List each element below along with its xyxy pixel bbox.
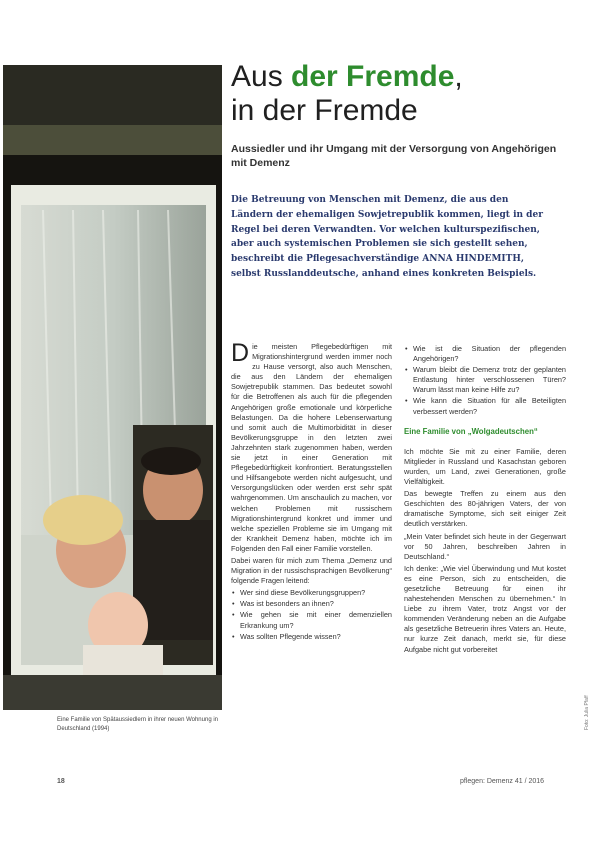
journal-footer: pflegen: Demenz 41 / 2016 — [460, 778, 545, 785]
photo-credit: Foto: Julia Pfaff — [584, 695, 590, 730]
question-item: • Wie kann die Situation für alle Beteiligten verbessert werden? — [404, 396, 566, 416]
text-column-left — [231, 339, 392, 646]
body-paragraph: Ich möchte Sie mit zu einer Familie, deren Mitglieder in Russland und Kasachstan geboren wurden, um Land, zwei Generationen, große Vielfältigkeit. — [404, 446, 566, 487]
body-paragraph: Ich denke: „Wie viel Überwindung und Mut kostet es eine Person, sich zu entscheiden, die gesetzliche Betreuung für einen ihr nahestehenden Menschen zu übernehmen.“ In Liebe zu ihrem Vater, trotz Angst vor der kommenden Veränderung neben an die Aufgabe als gesetzliche Betreuerin ihres Vaters an. Heute, nur kurze Zeit danach, merkt sie, für diese Aufgabe nicht gut vorbereitet — [404, 563, 566, 654]
intro-text: ie meisten Pflegebedürftigen mit Migrationshintergrund werden immer noch zu Hause versorgt, also auch Menschen, die aus den Ländern der ehemaligen Sowjetrepublik stammen. Das bedeutet sowohl für die Betroffenen als auch für die pflegenden Angehörigen große emotionale und körperliche Belastungen. Da die hohere Lebenserwartung und somit auch die Multimorbidität in dieser Bevölkerungsgruppe in den letzten zwei Jahrzehnten stark zugenommen haben, werden sie jetzt in einer Generation mit Pflegebedürftigkeit konfrontiert. Beratungsstellen und Hilfsangebote werden nicht aufgesucht, und Versorgungslücken oder werden erst sehr spät wahrgenommen. Um anschaulich zu machen, vor welchen Problemen mit russischem Migrationshintergrund konkret und immer und welche speziellen Probleme sie im Umgang mit der Krankheit Demenz haben, möchte ich im Folgenden den Fall einer Familie vorstellen. — [231, 342, 392, 553]
title-highlight: der Fremde — [291, 60, 455, 93]
family-window-photo — [3, 65, 222, 710]
intro-paragraph — [231, 339, 392, 554]
quote-paragraph: „Mein Vater befindet sich heute in der Gegenwart vor 50 Jahren, beschreiben Jahren in Deutschland.“ — [404, 531, 566, 561]
question-item: • Wie gehen sie mit einer demenziellen Erkrankung um? — [231, 610, 392, 630]
question-item: • Was sollten Pflegende wissen? — [231, 632, 392, 642]
text-column-right — [404, 342, 566, 657]
title-part-2: , — [454, 60, 463, 93]
article-lead: Die Betreuung von Menschen mit Demenz, die aus den Ländern der ehemaligen Sowjetrepublik kommen, liegt in der Regel bei deren Verwandten. Vor welchen kulturspezifischen, aber auch systemischen Problemen sie sich gestellt sehen, beschreibt die Pflegesachverständige ANNA HINDEMITH, selbst Russlanddeutsche, anhand eines konkreten Beispiels. — [231, 195, 543, 279]
photo-caption: Eine Familie von Spätaussiedlern in ihrer neuen Wohnung in Deutschland (1994) — [57, 717, 218, 732]
title-line-2: in der Fremde — [231, 94, 418, 127]
article-title — [231, 60, 463, 128]
page-number: 18 — [57, 778, 65, 785]
question-item: • Wer sind diese Bevölkerungsgruppen? — [231, 588, 392, 598]
question-item: • Wie ist die Situation der pflegenden Angehörigen? — [404, 344, 566, 364]
question-list — [231, 588, 392, 641]
question-item: • Warum bleibt die Demenz trotz der geplanten Entlastung hinter verschlossenen Türen? Warum lässt man keine Hilfe zu? — [404, 365, 566, 395]
question-item: • Was ist besonders an ihnen? — [231, 599, 392, 609]
question-list-continued — [404, 344, 566, 417]
section-heading: Eine Familie von „Wolgadeutschen“ — [404, 426, 538, 436]
body-paragraph: Das bewegte Treffen zu einem aus den Geschichten des 80-jährigen Vaters, der von dramatische Symptome, sich seit einiger Zeit deutlich verstärken. — [404, 489, 566, 529]
drop-cap: D — [231, 339, 250, 367]
questions-intro: Dabei waren für mich zum Thema „Demenz und Migration in der russischsprachigen Bevölkerung“ folgende Fragen leitend: — [231, 555, 392, 586]
title-part-1: Aus — [231, 60, 292, 93]
article-subtitle: Aussiedler und ihr Umgang mit der Versorgung von Angehörigen mit Demenz — [231, 143, 557, 169]
